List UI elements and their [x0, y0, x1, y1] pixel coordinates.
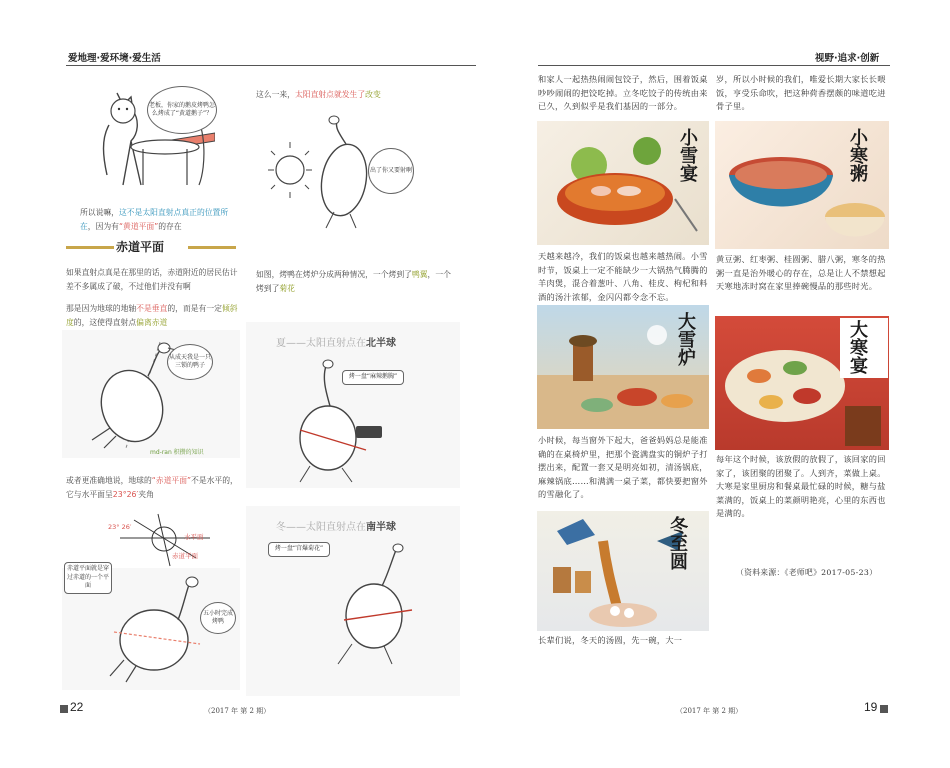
right-header-rule [538, 65, 890, 66]
paragraph-3: 那是因为地球的地轴不是垂直的，而是有一定倾斜度的，这使得直射点偏离赤道 [66, 304, 238, 327]
right-page-marker [880, 705, 888, 713]
paragraph-4: 或者更准确地说，地球的“赤道平面”不是水平的，它与水平面呈23°26′夹角 [66, 476, 238, 499]
title-dahan: 大寒宴 [847, 320, 868, 374]
horizontal-plane-label: 水平面 [184, 533, 204, 541]
summer-caption: 夏——太阳直射点在北半球 [276, 338, 396, 349]
paragraph-5: 如图，烤鸭在烤炉分成两种情况，一个烤到了鸭翼，一个烤到了菊花 [256, 270, 451, 293]
col2-intro: 这么一来，太阳直射点就发生了改变 [256, 90, 381, 99]
title-dongzhi: 冬至圆 [667, 516, 688, 570]
text-col1-mid: 天越来越冷，我们的饭桌也越来越热闹。小雪时节，饭桌上一定不能缺少一大锅热气腾腾的羊肉煲，混合着葱叶、八角、桂皮、枸杞和料酒的汤汁浓郁，金闪闪都令念不忘。 [538, 251, 708, 302]
source-citation: （资料来源：《老师吧》2017-05-23） [736, 568, 878, 577]
speech-bubble-3: 五小时完成烤鸭 [200, 602, 236, 634]
text-col1-top: 和家人一起热热闹闹包饺子，然后，围着饭桌吵吵闹闹的把饺吃掉。立冬吃饺子的传统由来已久，久到似乎是我们基因的一部分。 [538, 74, 708, 112]
speech-bubble-duck: 从成天我是一只三锁的鸭子 [167, 344, 213, 380]
winter-duck-illustration [318, 540, 438, 670]
text-col1-low: 小时候，每当窗外下起大，爸爸妈妈总是能准确的在桌椅炉里，把那个瓷满盘实的铜炉子打摆出来，配置一套又是明亮如初，清汤锅底，麻辣锅底……和满满一桌子菜，都快要把窗外的雪融化了。 [538, 435, 708, 500]
right-page-number: 19 [864, 700, 878, 714]
text-col1-bottom: 长辈们说，冬天的汤圆，先一碗，大一 [538, 635, 683, 645]
right-issue: （2017 年 第 2 期） [676, 707, 743, 715]
summer-box: 烤一盘“麻辣鹅胸” [342, 370, 404, 385]
paragraph-1: 所以说嘛，这不是太阳直射点真正的位置所在，因为有“黄道平面”的存在 [80, 208, 229, 231]
equator-plane-label: 赤道平面 [172, 552, 198, 560]
winter-caption: 冬——太阳直射点在南半球 [276, 522, 396, 533]
equator-explain-box: 赤道平面就是穿过赤道的一个平面 [64, 562, 112, 594]
text-col2-mid: 黄豆粥、红枣粥、桂圆粥、腊八粥，寒冬的热粥一直是治外暖心的存在，总是让人不禁想起天寒地冻时窝在家里捧碗慢品的那些时光。 [716, 254, 886, 292]
credit-1: md-ran 积攒的知识 [150, 449, 204, 456]
text-col2-low: 每年这个时候，该放假的放假了，该回家的回家了，该团聚的团聚了。人到齐，菜做上桌。大寒是家里厨房和餐桌最忙碌的时候，糖与盐菜满的，饭桌上的菜颜明艳亮，心里的东西也是满的。 [716, 454, 886, 519]
title-xiaoxue: 小雪宴 [677, 128, 698, 182]
left-page-marker [60, 705, 68, 713]
spinning-duck-illustration [104, 572, 214, 688]
section-title: 赤道平面 [116, 240, 165, 254]
angle-label: 23° 26′ [108, 523, 132, 531]
right-header: 视野·追求·创新 [815, 53, 880, 64]
speech-bubble-sun: 出了你又要射啊 [368, 148, 414, 194]
speech-bubble-cat: 老板，你家的鹅皮烤鸭怎么烤成了“黄道鹅子”？ [147, 86, 217, 134]
left-page-number: 22 [70, 700, 84, 714]
title-xiaohan: 小寒粥 [847, 128, 868, 182]
left-header: 爱地理·爱环境·爱生活 [68, 53, 161, 64]
left-header-rule [66, 65, 476, 66]
title-daxue: 大雪炉 [675, 312, 696, 366]
paragraph-2: 如果直射点真是在那里的话，赤道附近的居民估计差不多属成了破，不过他们并没有啊 [66, 268, 238, 291]
text-col2-top: 岁，所以小时候的我们，唯爱长期大家长长喂饭，亨受乐命吹，把这种荷香摆颇的味道吃进骨子里。 [716, 74, 886, 112]
left-issue: （2017 年 第 2 期） [204, 707, 271, 715]
winter-box: 烤一盘“宫爆菊花” [268, 542, 330, 557]
